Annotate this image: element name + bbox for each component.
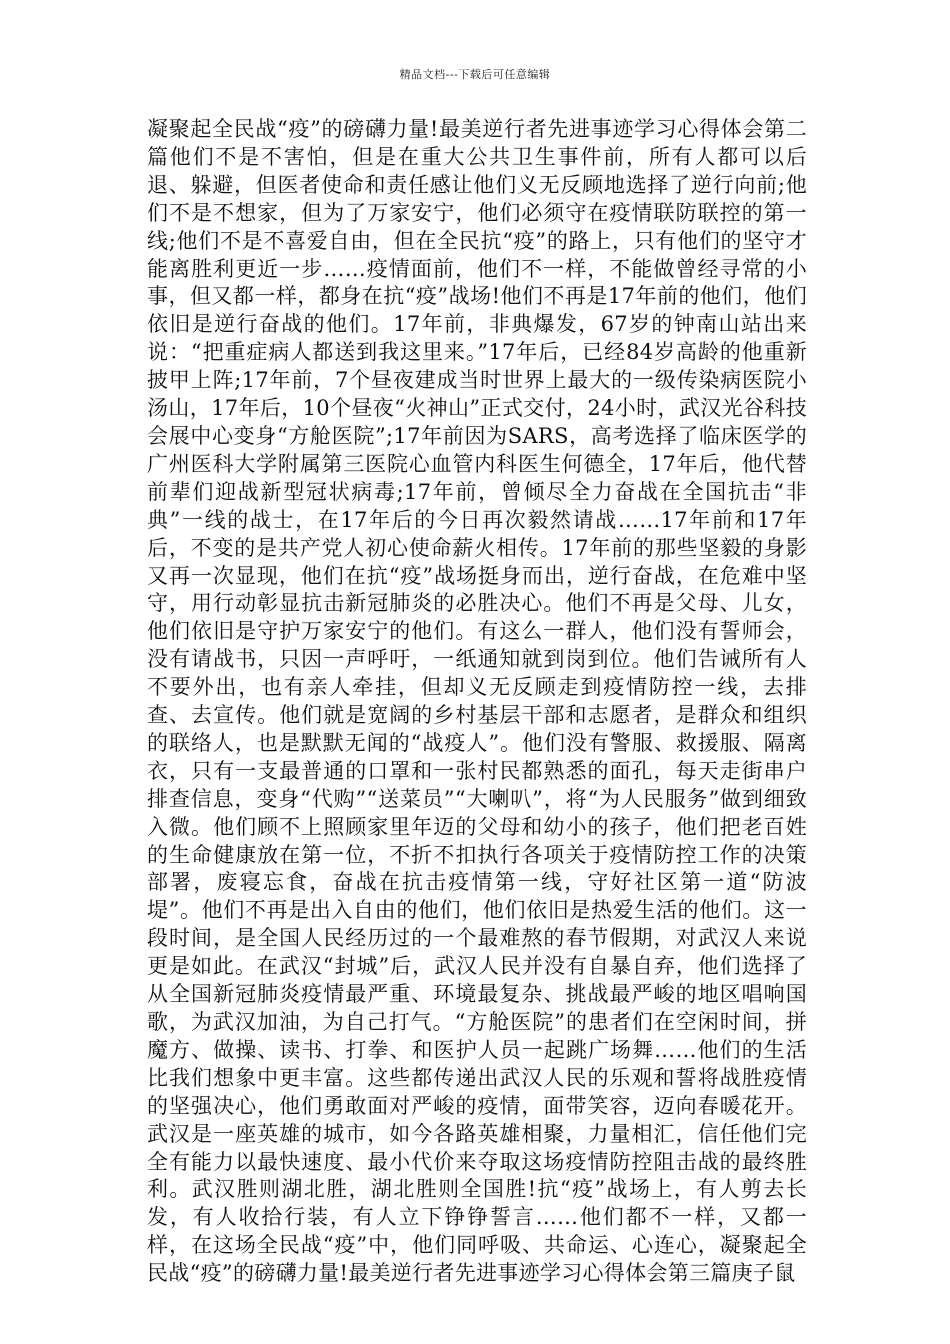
page-header: 精品文档---下载后可任意编辑: [399, 68, 551, 81]
body-paragraph: 凝聚起全民战“疫”的磅礴力量!最美逆行者先进事迹学习心得体会第二篇他们不是不害怕，但是在重大公共卫生事件前，所有人都可以后退、躲避，但医者使命和责任感让他们义无反顾地选择了逆行向前;他们不是不想家，但为了万家安宁，他们必须守在疫情联防联控的第一线;他们不是不喜爱自由，但在全民抗“疫”的路上，只有他们的坚守才能离胜利更近一步……疫情面前，他们不一样，不能做曾经寻常的小事，但又都一样，都身在抗“疫”战场!他们不再是17年前的他们，他们依旧是逆行奋战的他们。17年前，非典爆发，67岁的钟南山站出来说：“把重症病人都送到我这里来。”17年后，已经84岁高龄的他重新披甲上阵;17年前，7个昼夜建成当时世界上最大的一级传染病医院小汤山，17年后，10个昼夜“火神山”正式交付，24小时，武汉光谷科技会展中心变身“方舱医院”;17年前因为SARS，高考选择了临床医学的广州医科大学附属第三医院心血管内科医生何德全，17年后，他代替前辈们迎战新型冠状病毒;17年前，曾倾尽全力奋战在全国抗击“非典”一线的战士，在17年后的今日再次毅然请战……17年前和17年后，不变的是共产党人初心使命薪火相传。17年前的那些坚毅的身影又再一次显现，他们在抗“疫”战场挺身而出，逆行奋战，在危难中坚守，用行动彰显抗击新冠肺炎的必胜决心。他们不再是父母、儿女，他们依旧是守护万家安宁的他们。有这么一群人，他们没有誓师会，没有请战书，只因一声呼吁，一纸通知就到岗到位。他们告诫所有人不要外出，也有亲人牵挂，但却义无反顾走到疫情防控一线，去排查、去宣传。他们就是宽阔的乡村基层干部和志愿者，是群众和组织的联络人，也是默默无闻的“战疫人”。他们没有警服、救援服、隔离衣，只有一支最普通的口罩和一张村民都熟悉的面孔，每天走街串户排查信息，变身“代购”“送菜员”“大喇叭”，将“为人民服务”做到细致入微。他们顾不上照顾家里年迈的父母和幼小的孩子，他们把老百姓的生命健康放在第一位，不折不扣执行各项关于疫情防控工作的决策部署，废寝忘食，奋战在抗击疫情第一线，守好社区第一道“防波堤”。他们不再是出入自由的他们，他们依旧是热爱生活的他们。这一段时间，是全国人民经历过的一个最难熬的春节假期，对武汉人来说更是如此。在武汉“封城”后，武汉人民并没有自暴自弃，他们选择了从全国新冠肺炎疫情最严重、环境最复杂、挑战最严峻的地区唱响国歌，为武汉加油，为自己打气。“方舱医院”的患者们在空闲时间，拼魔方、做操、读书、打拳、和医护人员一起跳广场舞……他们的生活比我们想象中更丰富。这些都传递出武汉人民的乐观和誓将战胜疫情的坚强决心，他们勇敢面对严峻的疫情，面带笑容，迈向春暖花开。武汉是一座英雄的城市，如今各路英雄相聚，力量相汇，信任他们完全有能力以最快速度、最小代价来夺取这场疫情防控阻击战的最终胜利。武汉胜则湖北胜，湖北胜则全国胜!抗“疫”战场上，有人剪去长发，有人收拾行装，有人立下铮铮誓言……他们都不一样，又都一样，在这场全民战“疫”中，他们同呼吸、共命运、心连心，凝聚起全民战“疫”的磅礴力量!最美逆行者先进事迹学习心得体会第三篇庚子鼠: [147, 117, 807, 1286]
